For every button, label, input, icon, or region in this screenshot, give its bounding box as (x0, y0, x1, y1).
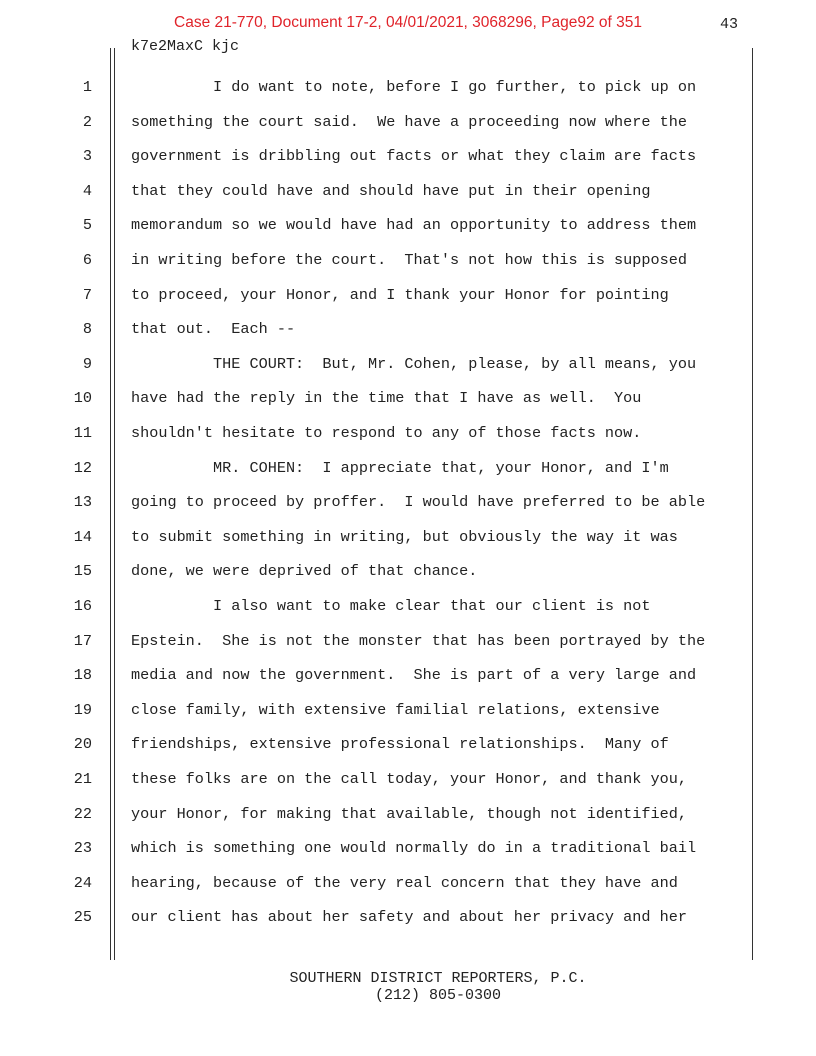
line-number: 18 (73, 666, 92, 685)
transcript-line (0, 424, 816, 459)
line-number: 17 (73, 631, 92, 650)
line-number: 13 (73, 493, 92, 512)
line-text: have had the reply in the time that I have as well. You (131, 389, 642, 408)
line-text: which is something one would normally do in a traditional bail (131, 839, 697, 858)
transcript-line (0, 459, 816, 494)
line-text: our client has about her safety and about her privacy and her (131, 908, 687, 927)
line-number: 3 (82, 147, 92, 166)
transcript-line (0, 286, 816, 321)
line-text: MR. COHEN: I appreciate that, your Honor, and I'm (131, 458, 669, 477)
transcript-line (0, 805, 816, 840)
line-number: 15 (73, 562, 92, 581)
transcript-line (0, 597, 816, 632)
transcript-line (0, 666, 816, 701)
line-text: going to proceed by proffer. I would have preferred to be able (131, 493, 706, 512)
transcript-line (0, 908, 816, 943)
line-number: 11 (73, 424, 92, 442)
line-text: government is dribbling out facts or what they claim are facts (131, 147, 697, 166)
line-number: 16 (73, 597, 92, 615)
line-text: media and now the government. She is part of a very large and (131, 666, 697, 685)
line-text: memorandum so we would have had an opportunity to address them (131, 216, 697, 235)
transcript-line (0, 701, 816, 736)
line-text: to submit something in writing, but obviously the way it was (131, 527, 678, 546)
line-text: something the court said. We have a proceeding now where the (131, 112, 687, 131)
line-text: THE COURT: But, Mr. Cohen, please, by all means, you (131, 354, 697, 373)
line-number: 4 (82, 181, 92, 200)
reporter-footer (0, 970, 816, 1004)
line-text: hearing, because of the very real concern that they have and (131, 873, 678, 892)
line-text: close family, with extensive familial relations, extensive (131, 700, 660, 719)
transcript-line (0, 216, 816, 251)
line-text: I do want to note, before I go further, to pick up on (131, 78, 697, 96)
line-text: that they could have and should have put in their opening (131, 181, 651, 200)
transcript-line (0, 735, 816, 770)
line-number: 2 (82, 112, 92, 131)
transcript-line (0, 78, 816, 113)
transcript-line (0, 320, 816, 355)
line-number: 8 (82, 320, 92, 339)
transcript-line (0, 562, 816, 597)
line-number: 6 (82, 251, 92, 269)
transcript-line (0, 113, 816, 148)
line-text: friendships, extensive professional relationships. Many of (131, 735, 669, 754)
transcript-line (0, 493, 816, 528)
line-text: I also want to make clear that our client is not (131, 597, 651, 615)
line-number: 20 (73, 735, 92, 754)
line-number: 12 (73, 458, 92, 477)
transcript-line (0, 528, 816, 563)
transcript-line (0, 355, 816, 390)
line-text: in writing before the court. That's not how this is supposed (131, 251, 687, 269)
transcript-line (0, 389, 816, 424)
transcript-line (0, 874, 816, 909)
line-number: 9 (82, 354, 92, 373)
line-text: that out. Each -- (131, 320, 296, 339)
line-number: 21 (73, 770, 92, 788)
line-number: 14 (73, 527, 92, 546)
reporter-name: SOUTHERN DISTRICT REPORTERS, P.C. (289, 970, 587, 987)
line-number: 7 (82, 285, 92, 304)
line-text: done, we were deprived of that chance. (131, 562, 478, 581)
line-number: 23 (73, 839, 92, 858)
line-number: 22 (73, 804, 92, 823)
line-number: 5 (82, 216, 92, 235)
reporter-phone: (212) 805-0300 (374, 987, 502, 1004)
transcript-line (0, 632, 816, 667)
line-text: these folks are on the call today, your Honor, and thank you, (131, 770, 687, 788)
transcript-line (0, 251, 816, 286)
case-reference: k7e2MaxC kjc (131, 38, 240, 55)
case-header-stamp: Case 21-770, Document 17-2, 04/01/2021, 3068296, Page92 of 351 (174, 14, 642, 31)
page-number: 43 (719, 16, 738, 33)
line-text: shouldn't hesitate to respond to any of those facts now. (131, 424, 642, 442)
transcript-line (0, 839, 816, 874)
transcript-line (0, 770, 816, 805)
line-number: 24 (73, 873, 92, 892)
line-text: Epstein. She is not the monster that has been portrayed by the (131, 631, 706, 650)
line-number: 1 (82, 78, 92, 96)
line-text: your Honor, for making that available, though not identified, (131, 804, 687, 823)
line-number: 25 (73, 908, 92, 927)
line-number: 19 (73, 700, 92, 719)
transcript-line (0, 147, 816, 182)
line-number: 10 (73, 389, 92, 408)
transcript-line (0, 182, 816, 217)
line-text: to proceed, your Honor, and I thank your Honor for pointing (131, 285, 669, 304)
